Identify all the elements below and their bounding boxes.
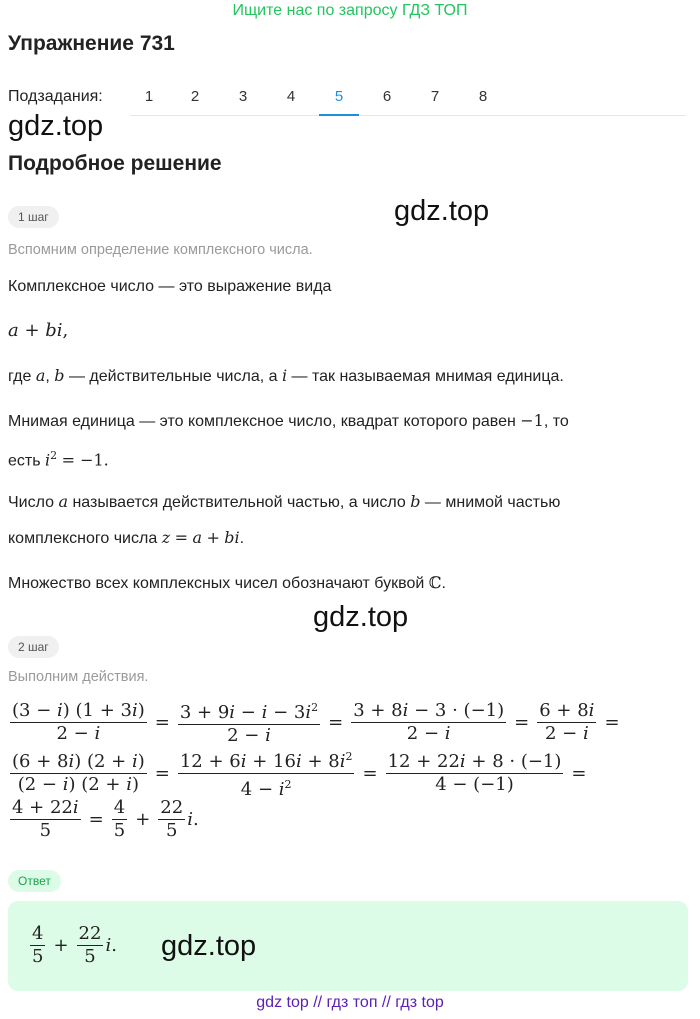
tab-2[interactable]: 2: [190, 88, 200, 105]
paragraph: Число a называется действительной частью, а число b — мнимой частью: [8, 492, 561, 511]
step-hint: Вспомним определение комплексного числа.: [8, 242, 313, 258]
answer-badge: Ответ: [8, 870, 61, 892]
tab-1[interactable]: 1: [144, 88, 154, 105]
step-hint: Выполним действия.: [8, 669, 149, 685]
paragraph: Мнимая единица — это комплексное число, квадрат которого равен −1, то: [8, 411, 569, 430]
paragraph: Множество всех комплексных чисел обозначают буквой ℂ.: [8, 573, 446, 592]
paragraph: есть $i^2 = -1$.: [8, 449, 109, 470]
subtasks-label: Подзадания:: [8, 88, 103, 105]
page-title: Упражнение 731: [8, 32, 175, 55]
tab-8[interactable]: 8: [478, 88, 488, 105]
active-tab-indicator: [319, 114, 359, 116]
top-banner[interactable]: Ищите нас по запросу ГДЗ ТОП: [232, 2, 468, 19]
equation-line-1: $\frac{(3 - i) (1 + 3i)}{2 - i}$ = $\frac{3 + 9i - i - 3i^2}{2 - i}$ = $\frac{3 + 8i - 3 \cdot (-1)}{2 - i}$ = $\frac{6 + 8i}{2 - i}$ =: [8, 697, 626, 747]
tab-6[interactable]: 6: [382, 88, 392, 105]
tabs-divider: [130, 115, 686, 116]
equation-line-2: $\frac{(6 + 8i) (2 + i)}{(2 - i) (2 + i)}$ = $\frac{12 + 6i + 16i + 8i^2}{4 - i^2}$ = $\frac{12 + 22i + 8 \cdot (-1)}{4 - (-1)}$ =: [8, 746, 593, 801]
watermark: gdz.top: [161, 930, 257, 962]
tab-4[interactable]: 4: [286, 88, 296, 105]
equation-line-3: $\frac{4 + 22i}{5}$ = $\frac{4}{5}$ + $\frac{22}{5}$ i .: [12, 797, 199, 841]
paragraph: где a, b — действительные числа, а i — так называемая мнимая единица.: [8, 366, 564, 385]
tab-3[interactable]: 3: [238, 88, 248, 105]
section-title: Подробное решение: [8, 152, 222, 175]
formula-a-plus-bi: a + bi,: [8, 320, 69, 341]
paragraph: комплексного числа z = a + bi.: [8, 528, 245, 547]
step-badge: 2 шаг: [8, 636, 59, 658]
step-badge: 1 шаг: [8, 206, 59, 228]
tab-7[interactable]: 7: [430, 88, 440, 105]
watermark: gdz.top: [313, 601, 409, 633]
answer-formula: $\frac{4}{5}$ + $\frac{22}{5}$ i .: [32, 923, 117, 967]
watermark: gdz.top: [394, 195, 490, 227]
footer-links[interactable]: gdz top // гдз топ // гдз top: [256, 994, 444, 1011]
watermark: gdz.top: [8, 110, 104, 142]
paragraph: Комплексное число — это выражение вида: [8, 278, 332, 295]
tab-5[interactable]: 5: [334, 88, 344, 105]
